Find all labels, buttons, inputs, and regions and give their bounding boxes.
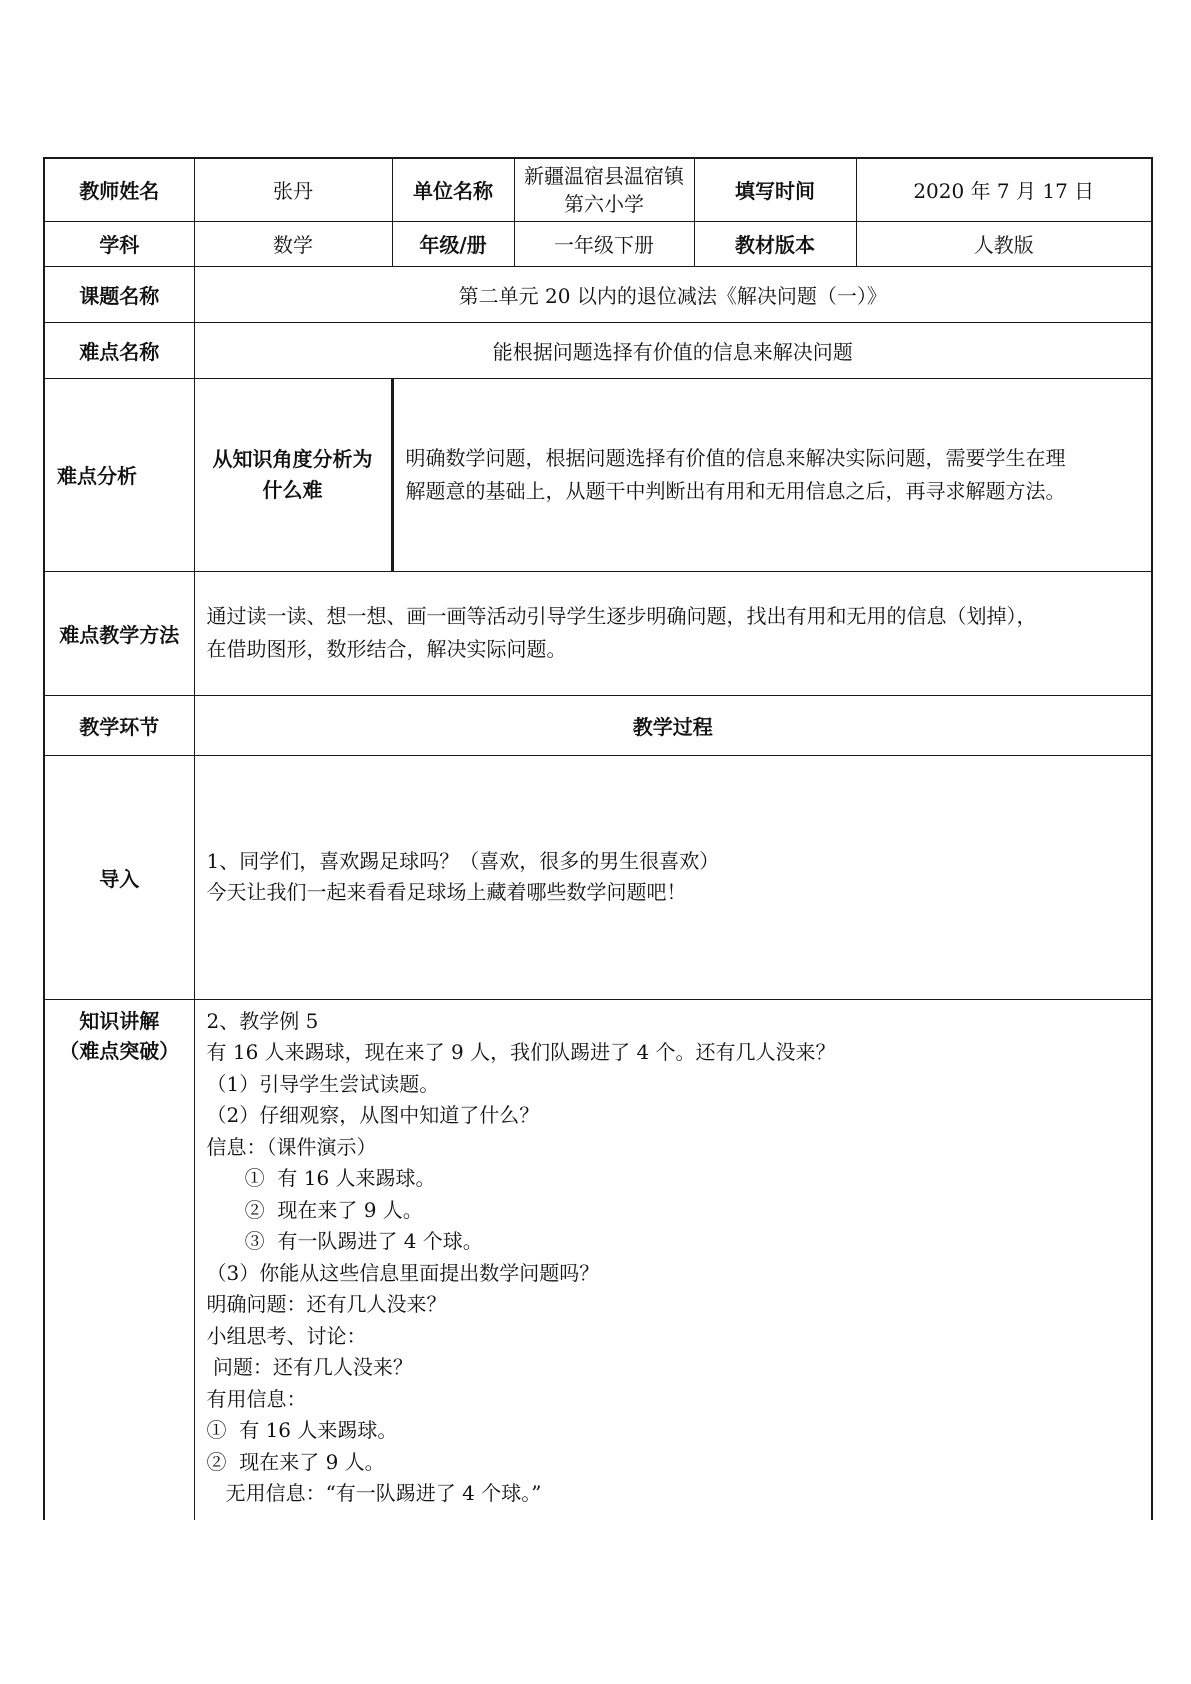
- analysis-text-line-1: 明确数学问题，根据问题选择有价值的信息来解决实际问题，需要学生在理: [405, 445, 1066, 470]
- intro-text-line-2: 今天让我们一起来看看足球场上藏着哪些数学问题吧！: [206, 880, 687, 904]
- intro-row: [44, 755, 1152, 999]
- knowledge-line: 2、教学例 5: [206, 1008, 319, 1033]
- knowledge-line: （1）引导学生尝试读题。: [206, 1071, 440, 1096]
- knowledge-line: ① 有 16 人来踢球。: [206, 1166, 436, 1190]
- topic-label: 课题名称: [44, 266, 194, 322]
- unit-name-label: 单位名称: [392, 158, 514, 221]
- difficulty-row: [44, 322, 1152, 378]
- analysis-sub-label: [194, 378, 392, 571]
- teacher-name-label: 教师姓名: [44, 158, 194, 221]
- fill-time-label: 填写时间: [694, 158, 856, 221]
- method-text-line-2: 在借助图形，数形结合，解决实际问题。: [206, 637, 567, 661]
- knowledge-line: 信息：（课件演示）: [206, 1134, 377, 1159]
- method-text-line-1: 通过读一读、想一想、画一画等活动引导学生逐步明确问题，找出有用和无用的信息（划掉），: [206, 604, 1037, 628]
- method-label: 难点教学方法: [44, 571, 194, 695]
- knowledge-line: 明确问题：还有几人没来？: [206, 1292, 447, 1316]
- teacher-name-value: 张丹: [194, 158, 392, 221]
- unit-name-line-2: 第六小学: [564, 191, 644, 216]
- analysis-row: [44, 378, 1152, 571]
- topic-row: [44, 266, 1152, 322]
- section-process-label: 教学过程: [194, 695, 1152, 755]
- section-header-row: [44, 695, 1152, 755]
- analysis-text: [392, 378, 1152, 571]
- knowledge-line: （3）你能从这些信息里面提出数学问题吗？: [206, 1260, 600, 1285]
- knowledge-line: 小组思考、讨论：: [206, 1323, 367, 1348]
- fill-time-value: 2020 年 7 月 17 日: [856, 158, 1152, 221]
- method-text: [194, 571, 1152, 695]
- knowledge-line: 有用信息：: [206, 1386, 307, 1411]
- knowledge-line: 有 16 人来踢球，现在来了 9 人，我们队踢进了 4 个。还有几人没来？: [206, 1040, 836, 1064]
- knowledge-line: 无用信息：“有一队踢进了 4 个球。”: [206, 1481, 542, 1505]
- analysis-text-line-2: 解题意的基础上，从题干中判断出有用和无用信息之后，再寻求解题方法。: [405, 478, 1066, 503]
- unit-name-line-1: 新疆温宿县温宿镇: [524, 163, 684, 188]
- analysis-label: 难点分析: [44, 378, 194, 571]
- header-row-2: [44, 221, 1152, 266]
- intro-text-line-1: 1、同学们，喜欢踢足球吗？（喜欢，很多的男生很喜欢）: [206, 849, 720, 873]
- edition-label: 教材版本: [694, 221, 856, 266]
- knowledge-text: [194, 999, 1152, 1520]
- subject-label: 学科: [44, 221, 194, 266]
- knowledge-line: 问题：还有几人没来？: [206, 1355, 413, 1379]
- method-row: [44, 571, 1152, 695]
- analysis-sub-label-line-1: 从知识角度分析为: [212, 446, 373, 471]
- knowledge-line: ② 现在来了 9 人。: [206, 1197, 423, 1222]
- grade-label: 年级/册: [392, 221, 514, 266]
- lesson-plan-table: [43, 157, 1153, 1520]
- knowledge-line: ② 现在来了 9 人。: [206, 1449, 385, 1474]
- unit-name-value: [514, 158, 694, 221]
- difficulty-label: 难点名称: [44, 322, 194, 378]
- edition-value: 人教版: [856, 221, 1152, 266]
- topic-value: 第二单元 20 以内的退位减法《解决问题（一）》: [194, 266, 1152, 322]
- knowledge-line: （2）仔细观察，从图中知道了什么？: [206, 1103, 540, 1127]
- header-row-1: [44, 158, 1152, 221]
- subject-value: 数学: [194, 221, 392, 266]
- knowledge-line: ③ 有一队踢进了 4 个球。: [206, 1229, 483, 1253]
- knowledge-label-line-1: 知识讲解: [79, 1008, 160, 1033]
- intro-text: [194, 755, 1152, 999]
- difficulty-value: 能根据问题选择有价值的信息来解决问题: [194, 322, 1152, 378]
- analysis-sub-label-line-2: 什么难: [262, 477, 323, 502]
- knowledge-label-line-2: （难点突破）: [59, 1038, 180, 1063]
- knowledge-label: [44, 999, 194, 1520]
- knowledge-line: ① 有 16 人来踢球。: [206, 1418, 398, 1442]
- grade-value: 一年级下册: [514, 221, 694, 266]
- intro-label: 导入: [44, 755, 194, 999]
- section-step-label: 教学环节: [44, 695, 194, 755]
- knowledge-row: [44, 999, 1152, 1520]
